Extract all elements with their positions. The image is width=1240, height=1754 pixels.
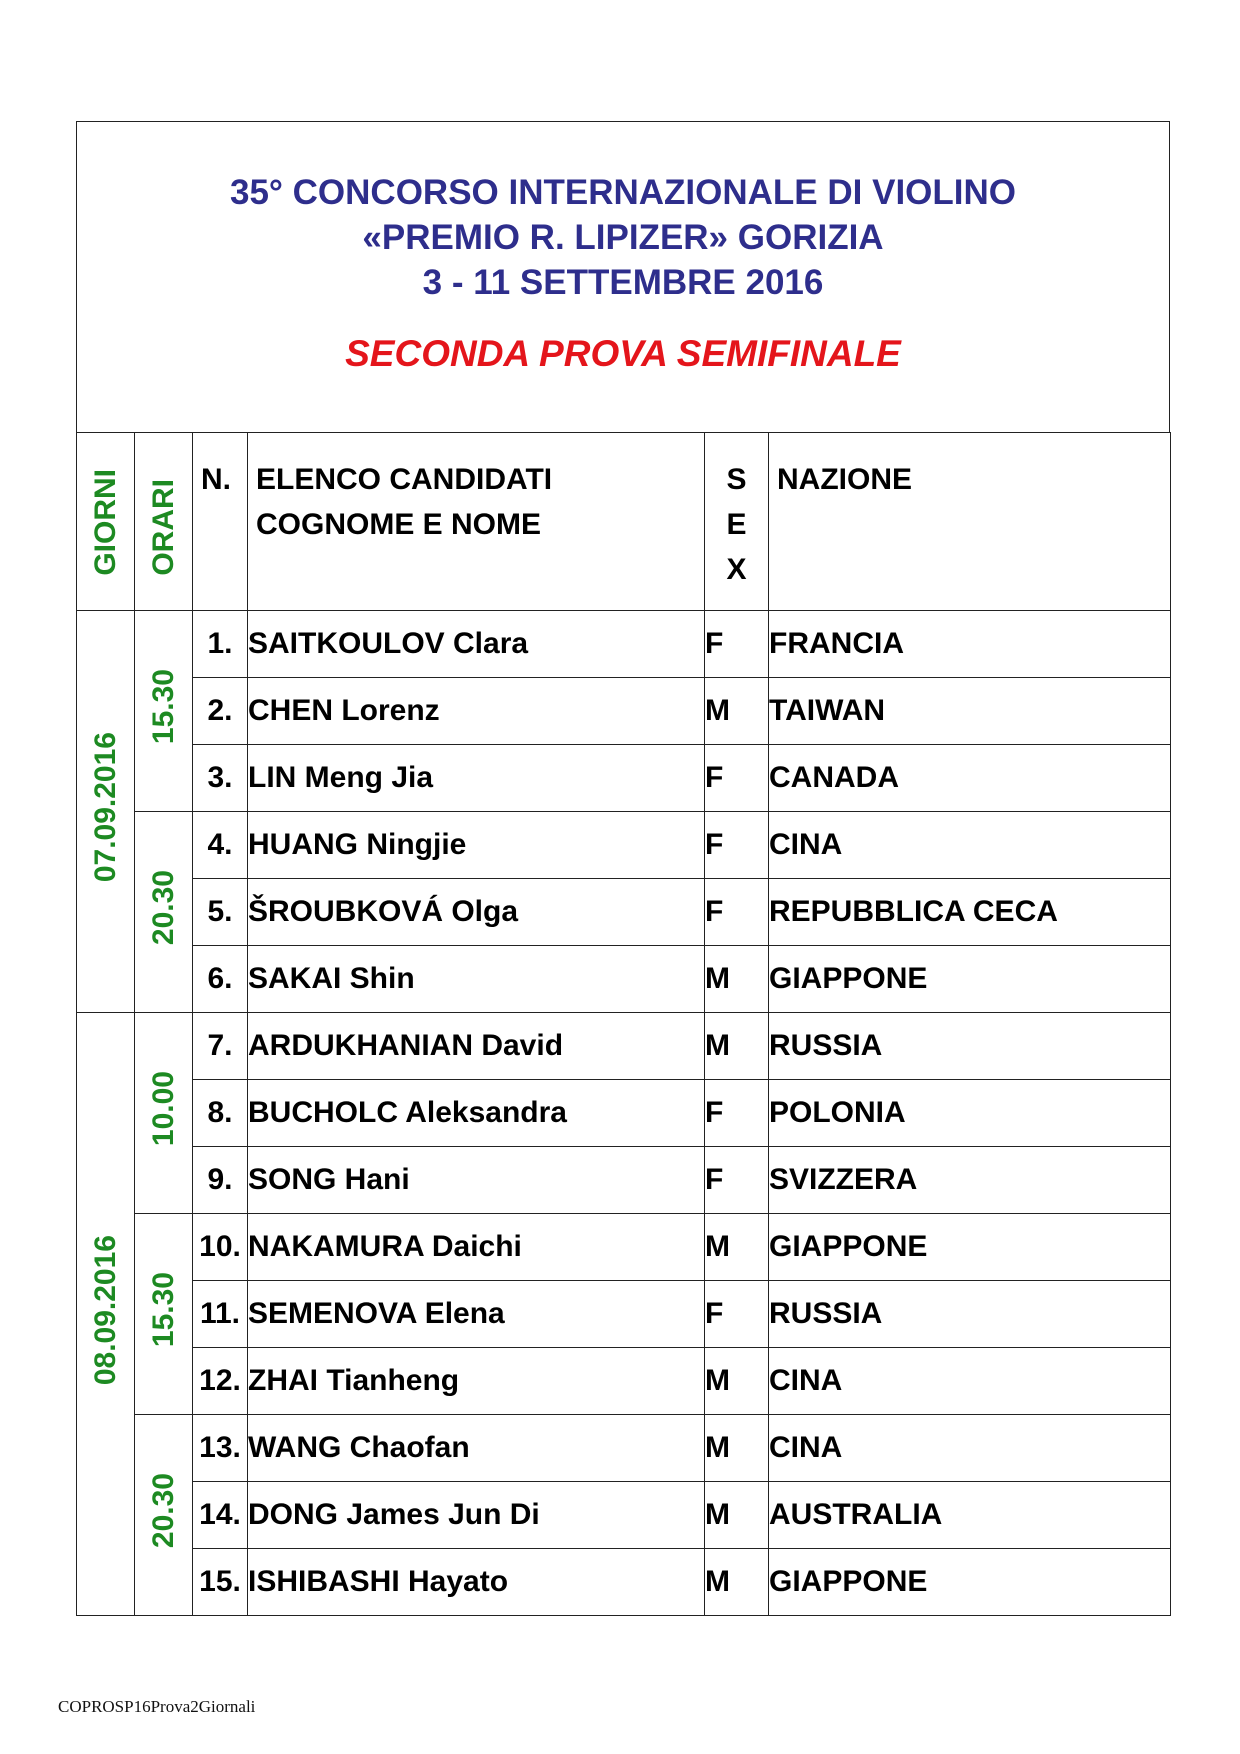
candidate-number: 2. [193,678,248,745]
candidate-sex: M [705,1348,769,1415]
title-box [76,121,1170,433]
time-cell: 20.30 [135,812,193,1013]
table-row [77,1013,1171,1080]
table-row [77,1549,1171,1616]
candidate-sex: F [705,879,769,946]
candidate-sex: F [705,745,769,812]
candidate-number: 12. [193,1348,248,1415]
candidate-name: CHEN Lorenz [248,678,705,745]
competition-title: 35° CONCORSO INTERNAZIONALE DI VIOLINO [230,173,1016,212]
candidate-number: 3. [193,745,248,812]
candidate-name: ZHAI Tianheng [248,1348,705,1415]
header-sex: S E X [705,433,769,611]
document-page [76,121,1170,1626]
candidate-nation: GIAPPONE [769,1214,1171,1281]
candidate-number: 6. [193,946,248,1013]
candidates-table [76,432,1171,1616]
candidate-number: 10. [193,1214,248,1281]
candidate-nation: CINA [769,1415,1171,1482]
candidate-number: 15. [193,1549,248,1616]
table-header-row [77,433,1171,611]
header-orari: ORARI [135,433,193,611]
candidate-name: ARDUKHANIAN David [248,1013,705,1080]
table-row [77,611,1171,678]
table-row [77,812,1171,879]
candidate-sex: F [705,1147,769,1214]
candidate-name: SAKAI Shin [248,946,705,1013]
table-row [77,1348,1171,1415]
candidate-sex: F [705,1281,769,1348]
candidate-sex: F [705,611,769,678]
candidate-number: 1. [193,611,248,678]
header-number: N. [193,433,248,611]
candidate-name: ŠROUBKOVÁ Olga [248,879,705,946]
candidate-sex: F [705,1080,769,1147]
competition-dates: 3 - 11 SETTEMBRE 2016 [422,263,824,302]
candidate-nation: RUSSIA [769,1013,1171,1080]
day-cell: 08.09.2016 [77,1013,135,1616]
time-cell: 10.00 [135,1013,193,1214]
table-row [77,879,1171,946]
time-cell: 20.30 [135,1415,193,1616]
candidate-nation: POLONIA [769,1080,1171,1147]
table-row [77,1147,1171,1214]
time-cell: 15.30 [135,1214,193,1415]
header-nation: NAZIONE [769,433,1171,611]
candidate-nation: TAIWAN [769,678,1171,745]
candidate-nation: GIAPPONE [769,1549,1171,1616]
candidate-name: HUANG Ningjie [248,812,705,879]
candidate-name: DONG James Jun Di [248,1482,705,1549]
candidate-name: ISHIBASHI Hayato [248,1549,705,1616]
candidate-number: 4. [193,812,248,879]
candidate-number: 14. [193,1482,248,1549]
candidate-sex: M [705,678,769,745]
candidate-nation: CINA [769,812,1171,879]
candidate-number: 5. [193,879,248,946]
candidate-sex: M [705,1214,769,1281]
candidate-number: 13. [193,1415,248,1482]
header-giorni: GIORNI [77,433,135,611]
candidate-number: 8. [193,1080,248,1147]
candidate-name: NAKAMURA Daichi [248,1214,705,1281]
candidate-sex: M [705,1415,769,1482]
candidate-name: SONG Hani [248,1147,705,1214]
header-candidates: ELENCO CANDIDATI COGNOME E NOME [248,433,705,611]
candidate-number: 11. [193,1281,248,1348]
candidate-nation: CANADA [769,745,1171,812]
table-row [77,1415,1171,1482]
table-row [77,745,1171,812]
candidate-nation: AUSTRALIA [769,1482,1171,1549]
candidate-sex: M [705,1549,769,1616]
candidate-name: SAITKOULOV Clara [248,611,705,678]
table-row [77,1281,1171,1348]
candidate-sex: M [705,1013,769,1080]
candidate-number: 7. [193,1013,248,1080]
candidate-nation: REPUBBLICA CECA [769,879,1171,946]
candidate-number: 9. [193,1147,248,1214]
footer-filename: COPROSP16Prova2Giornali [58,1697,256,1716]
candidate-nation: FRANCIA [769,611,1171,678]
candidate-sex: F [705,812,769,879]
candidate-name: LIN Meng Jia [248,745,705,812]
table-row [77,1214,1171,1281]
table-row [77,946,1171,1013]
candidate-nation: RUSSIA [769,1281,1171,1348]
candidate-name: SEMENOVA Elena [248,1281,705,1348]
candidate-nation: CINA [769,1348,1171,1415]
table-row [77,678,1171,745]
candidate-nation: SVIZZERA [769,1147,1171,1214]
candidate-sex: M [705,946,769,1013]
candidate-name: BUCHOLC Aleksandra [248,1080,705,1147]
candidate-name: WANG Chaofan [248,1415,705,1482]
day-cell: 07.09.2016 [77,611,135,1013]
round-subtitle: SECONDA PROVA SEMIFINALE [345,333,901,374]
table-row [77,1482,1171,1549]
candidate-nation: GIAPPONE [769,946,1171,1013]
table-row [77,1080,1171,1147]
time-cell: 15.30 [135,611,193,812]
competition-prize: «PREMIO R. LIPIZER» GORIZIA [362,218,884,257]
candidate-sex: M [705,1482,769,1549]
